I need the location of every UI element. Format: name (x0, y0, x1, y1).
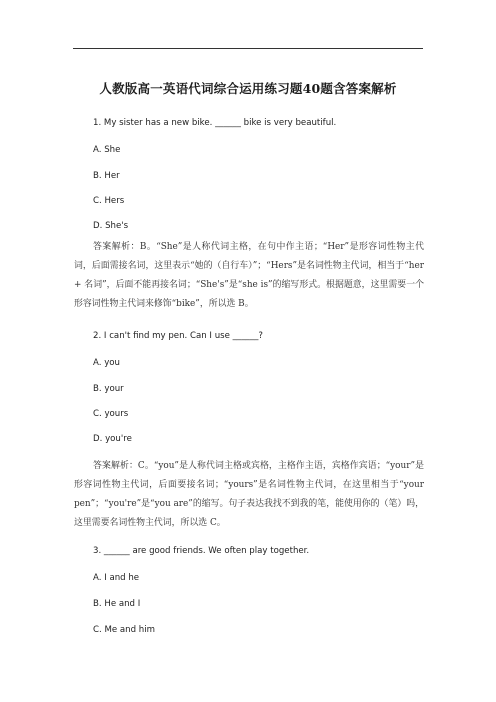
question-2-option-c: C. yours (93, 409, 129, 419)
question-1-stem: 1. My sister has a new bike. ______ bike is very beautiful. (93, 118, 337, 128)
question-3-option-c: C. Me and him (93, 625, 156, 635)
page-title: 人教版高一英语代词综合运用练习题40题含答案解析 (99, 81, 397, 96)
question-2-stem: 2. I can't find my pen. Can I use ______? (93, 331, 263, 341)
question-2-option-d: D. you're (93, 434, 132, 444)
question-1-option-d: D. She's (93, 221, 129, 231)
question-2-option-b: B. your (93, 384, 124, 394)
question-3-option-a: A. I and he (93, 573, 140, 583)
top-rule (73, 48, 423, 49)
question-1-analysis: 答案解析：B。“She”是人称代词主格，在句中作主语；“Her”是形容词性物主代词，后面需接名词，这里表示“她的（自行车）”；“Hers”是名词性物主代词，相当于“her + 名词”，后面不能再接名词；“She's”是“she is”的缩写形式。根据题意，这里需要一个形容词性物主代词来修饰“bike”，所以选 B。 (74, 242, 424, 309)
question-2-option-a: A. you (93, 358, 120, 368)
question-1-option-c: C. Hers (93, 196, 125, 206)
question-1-option-b: B. Her (93, 171, 120, 181)
question-1-option-a: A. She (93, 145, 121, 155)
question-3-stem: 3. ______ are good friends. We often play together. (93, 546, 310, 556)
question-2-analysis: 答案解析：C。“you”是人称代词主格或宾格，主格作主语，宾格作宾语；“your”是形容词性物主代词，后面要接名词；“yours”是名词性物主代词，在这里相当于“your pen”；“you're”是“you are”的缩写。句子表达我找不到我的笔，能使用你的（笔）吗，这里需要名词性物主代词，所以选 C。 (74, 461, 424, 528)
question-3-option-b: B. He and I (93, 599, 141, 609)
